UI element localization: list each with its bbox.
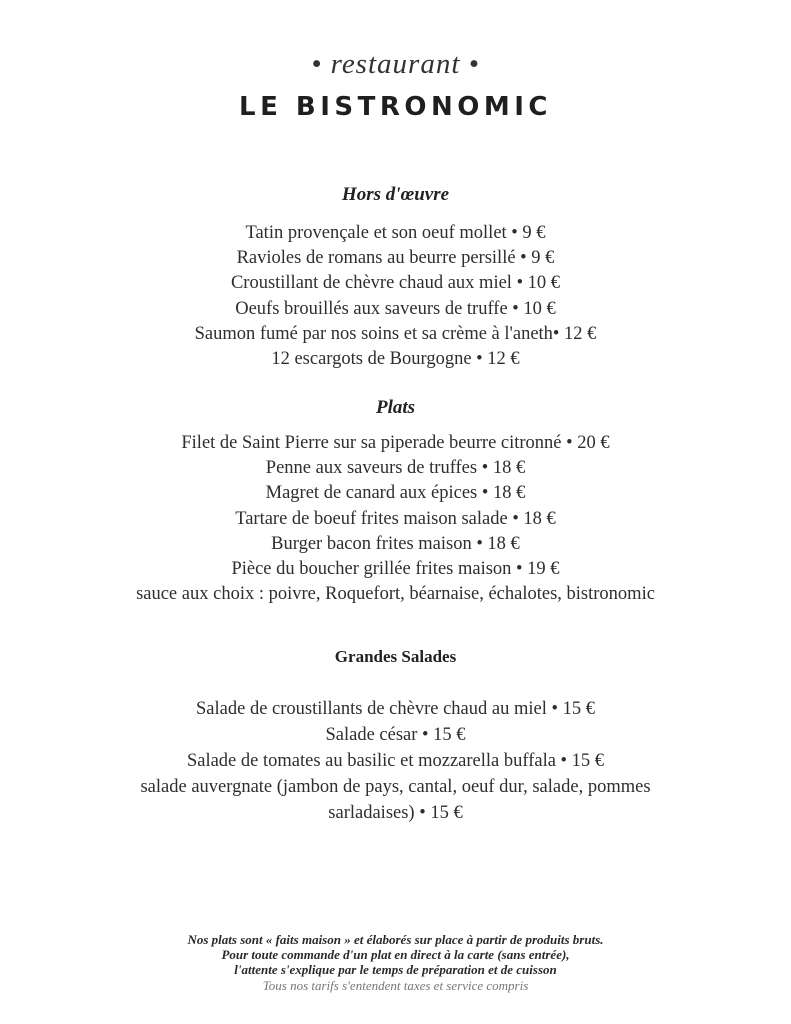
plats-list <box>0 431 791 607</box>
footer-line: l'attente s'explique par le temps de préparation et de cuisson <box>234 962 557 978</box>
sauce-options: sauce aux choix : poivre, Roquefort, béarnaise, échalotes, bistronomic <box>136 584 655 605</box>
menu-item: 12 escargots de Bourgogne • 12 € <box>271 348 520 369</box>
menu-item: Saumon fumé par nos soins et sa crème à l'aneth• 12 € <box>194 323 597 344</box>
menu-item: Burger bacon frites maison • 18 € <box>271 533 520 554</box>
footer-tax-note: Tous nos tarifs s'entendent taxes et service compris <box>262 977 529 993</box>
menu-item: Ravioles de romans au beurre persillé • 9 € <box>236 248 555 269</box>
section-heading-grandes-salades: Grandes Salades <box>334 647 457 666</box>
restaurant-name: LE BISTRONOMIC <box>239 92 552 122</box>
section-heading-plats: Plats <box>375 397 416 418</box>
menu-item: Salade de tomates au basilic et mozzarella buffala • 15 € <box>186 751 605 771</box>
menu-item: Tatin provençale et son oeuf mollet • 9 € <box>245 223 546 243</box>
section-heading-hors-doeuvre: Hors d'œuvre <box>341 184 450 205</box>
menu-item: Magret de canard aux épices • 18 € <box>265 483 526 504</box>
menu-item: Oeufs brouillés aux saveurs de truffe • 10 € <box>235 298 556 319</box>
restaurant-subtitle: • restaurant • <box>311 48 480 80</box>
menu-item: Salade de croustillants de chèvre chaud au miel • 15 € <box>196 699 595 719</box>
menu-item-continued: sarladaises) • 15 € <box>328 803 463 823</box>
menu-item: Croustillant de chèvre chaud aux miel • 10 € <box>230 273 561 294</box>
menu-item: Filet de Saint Pierre sur sa piperade beurre citronné • 20 € <box>181 433 610 453</box>
menu-item: Tartare de boeuf frites maison salade • 18 € <box>235 508 556 529</box>
footer-line: Nos plats sont « faits maison » et élaborés sur place à partir de produits bruts. <box>187 932 604 947</box>
footer-notice <box>0 932 791 993</box>
hors-doeuvre-list <box>0 221 791 372</box>
menu-item: salade auvergnate (jambon de pays, cantal, oeuf dur, salade, pommes <box>140 777 651 797</box>
menu-item: Pièce du boucher grillée frites maison • 19 € <box>231 558 560 579</box>
footer-line: Pour toute commande d'un plat en direct à la carte (sans entrée), <box>221 947 570 963</box>
salades-list <box>0 696 791 826</box>
menu-item: Penne aux saveurs de truffes • 18 € <box>265 458 526 479</box>
menu-item: Salade césar • 15 € <box>325 725 466 745</box>
